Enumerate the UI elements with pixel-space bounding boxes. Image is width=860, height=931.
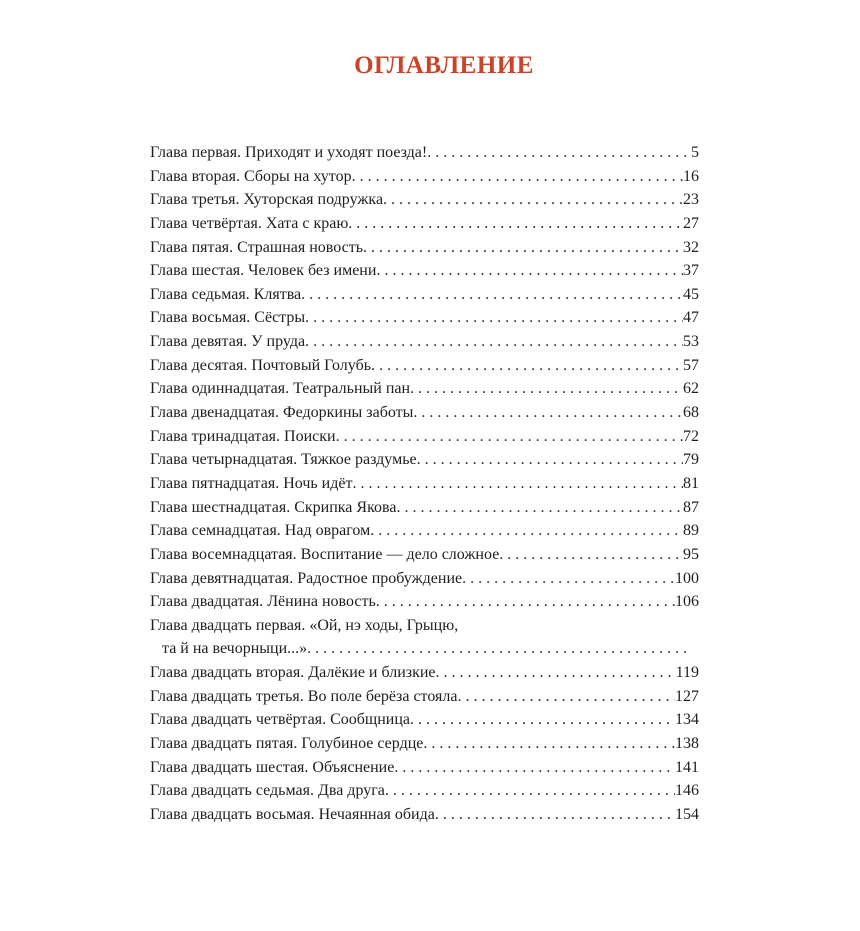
toc-leader-dots <box>435 803 675 827</box>
toc-page-number: 72 <box>683 427 699 445</box>
toc-leader-dots <box>462 567 675 591</box>
toc-leader-dots <box>423 732 675 756</box>
toc-leader-dots <box>301 283 683 307</box>
toc-entry-title: Глава двадцатая. Лёнина новость <box>150 593 376 611</box>
toc-entry-title: Глава двадцать третья. Во поле берёза стояла <box>150 687 458 705</box>
toc-entry <box>150 165 699 189</box>
toc-leader-dots <box>383 188 683 212</box>
toc-entry-title: Глава двадцать седьмая. Два друга <box>150 782 385 800</box>
toc-entry-title: Глава двадцать четвёртая. Сообщница <box>150 711 410 729</box>
toc-entry <box>150 496 699 520</box>
toc-page-number: 106 <box>675 593 699 611</box>
toc-entry <box>150 401 699 425</box>
toc-entry <box>150 519 699 543</box>
toc-page-number: 45 <box>683 285 699 303</box>
toc-entry <box>150 637 699 661</box>
toc-entry-title: та й на вечорныци...» <box>162 640 308 658</box>
toc-entry-title: Глава первая. Приходят и уходят поезда! <box>150 144 428 161</box>
toc-entry-title: Глава семнадцатая. Над оврагом <box>150 522 371 540</box>
toc-leader-dots <box>352 165 683 189</box>
toc-leader-dots <box>394 756 675 780</box>
toc-leader-dots <box>413 401 683 425</box>
toc-leader-dots <box>307 637 691 661</box>
toc-page-number: 62 <box>683 380 699 398</box>
toc-page-number: 32 <box>683 238 699 256</box>
toc-page-number: 68 <box>683 404 699 422</box>
toc-page-number: 141 <box>675 758 699 776</box>
toc-page-number: 27 <box>683 214 699 232</box>
toc-entry <box>150 661 699 685</box>
toc-entry-title: Глава шестая. Человек без имени <box>150 262 377 280</box>
toc-leader-dots <box>410 708 675 732</box>
toc-entry <box>150 472 699 496</box>
toc-leader-dots <box>376 590 675 614</box>
toc-leader-dots <box>336 425 683 449</box>
toc-page-number: 53 <box>683 333 699 351</box>
toc-page-number: 37 <box>683 262 699 280</box>
toc-entry <box>150 377 699 401</box>
toc-entry <box>150 425 699 449</box>
toc-leader-dots <box>457 685 675 709</box>
toc-page-number: 23 <box>683 191 699 209</box>
toc-page-number: 81 <box>683 474 699 492</box>
toc-entry-title: Глава восемнадцатая. Воспитание — дело сложное <box>150 545 500 563</box>
toc-entry-title: Глава одиннадцатая. Театральный пан <box>150 380 411 398</box>
toc-entry <box>150 236 699 260</box>
toc-entry-title: Глава тринадцатая. Поиски <box>150 427 336 445</box>
toc-entry <box>150 212 699 236</box>
toc-page-number: 134 <box>675 711 699 729</box>
toc-page-number: 57 <box>683 356 699 374</box>
toc-leader-dots <box>436 661 676 685</box>
toc-leader-dots <box>370 519 683 543</box>
toc-leader-dots <box>305 306 683 330</box>
toc-page-number: 16 <box>683 167 699 185</box>
toc-page-number: 79 <box>683 451 699 469</box>
toc-leader-dots <box>371 354 683 378</box>
toc-entry-title: Глава шестнадцатая. Скрипка Якова <box>150 498 397 516</box>
toc-entry <box>150 448 699 472</box>
toc-entry-title: Глава двадцать первая. «Ой, нэ ходы, Грыцю, <box>150 616 459 634</box>
toc-entry <box>150 188 699 212</box>
toc-leader-dots <box>410 377 683 401</box>
toc-entry <box>150 732 699 756</box>
toc-entry-title: Глава пятая. Страшная новость <box>150 238 364 256</box>
toc-page-number: 154 <box>675 805 699 823</box>
toc-entry <box>150 259 699 283</box>
page-title: ОГЛАВЛЕНИЕ <box>354 52 534 79</box>
toc-leader-dots <box>305 330 683 354</box>
toc-entry-title: Глава двадцать восьмая. Нечаянная обида <box>150 805 435 823</box>
toc-leader-dots <box>352 472 683 496</box>
toc-page-number: 100 <box>675 569 699 587</box>
toc-entry <box>150 756 699 780</box>
toc-entry <box>150 779 699 803</box>
toc-entry-title: Глава третья. Хуторская подружка <box>150 191 384 209</box>
toc-entry <box>150 354 699 378</box>
toc-entry-title: Глава вторая. Сборы на хутор <box>150 167 352 185</box>
toc-entry <box>150 590 699 614</box>
toc-entry-title: Глава восьмая. Сёстры <box>150 309 306 327</box>
toc-entry-title: Глава десятая. Почтовый Голубь <box>150 356 372 374</box>
toc-entry-title: Глава четвёртая. Хата с краю <box>150 214 349 232</box>
toc-entry <box>150 330 699 354</box>
toc-page-number: 89 <box>683 522 699 540</box>
table-of-contents <box>150 141 699 827</box>
toc-entry-title: Глава двенадцатая. Федоркины заботы <box>150 404 414 422</box>
toc-leader-dots <box>363 236 683 260</box>
toc-page-number: 47 <box>683 309 699 327</box>
toc-entry <box>150 141 699 165</box>
toc-page-number: 119 <box>675 664 699 682</box>
toc-entry <box>150 306 699 330</box>
toc-page-number: 138 <box>675 735 699 753</box>
toc-entry <box>150 567 699 591</box>
toc-entry <box>150 803 699 827</box>
toc-leader-dots <box>396 496 683 520</box>
toc-page-number: 5 <box>691 144 699 161</box>
toc-entry-title: Глава четырнадцатая. Тяжкое раздумье <box>150 451 417 469</box>
toc-leader-dots <box>376 259 683 283</box>
toc-entry-title: Глава двадцать шестая. Объяснение <box>150 758 395 776</box>
toc-entry-title: Глава пятнадцатая. Ночь идёт <box>150 474 353 492</box>
toc-entry-title: Глава двадцать пятая. Голубиное сердце <box>150 735 424 753</box>
toc-entry-title: Глава двадцать вторая. Далёкие и близкие <box>150 664 436 682</box>
toc-entry-title: Глава седьмая. Клятва <box>150 285 302 303</box>
toc-entry <box>150 708 699 732</box>
toc-leader-dots <box>348 212 683 236</box>
toc-entry <box>150 283 699 307</box>
toc-leader-dots <box>385 779 675 803</box>
toc-entry <box>150 685 699 709</box>
toc-page-number: 146 <box>675 782 699 800</box>
toc-leader-dots <box>499 543 683 567</box>
toc-leader-dots <box>427 141 691 165</box>
toc-entry <box>150 543 699 567</box>
toc-page-number: 95 <box>683 545 699 563</box>
toc-page-number: 127 <box>675 687 699 705</box>
toc-entry-title: Глава девятая. У пруда <box>150 333 306 351</box>
toc-entry-title: Глава девятнадцатая. Радостное пробуждение <box>150 569 463 587</box>
toc-page-number: 87 <box>683 498 699 516</box>
toc-entry <box>150 614 699 638</box>
toc-leader-dots <box>417 448 683 472</box>
